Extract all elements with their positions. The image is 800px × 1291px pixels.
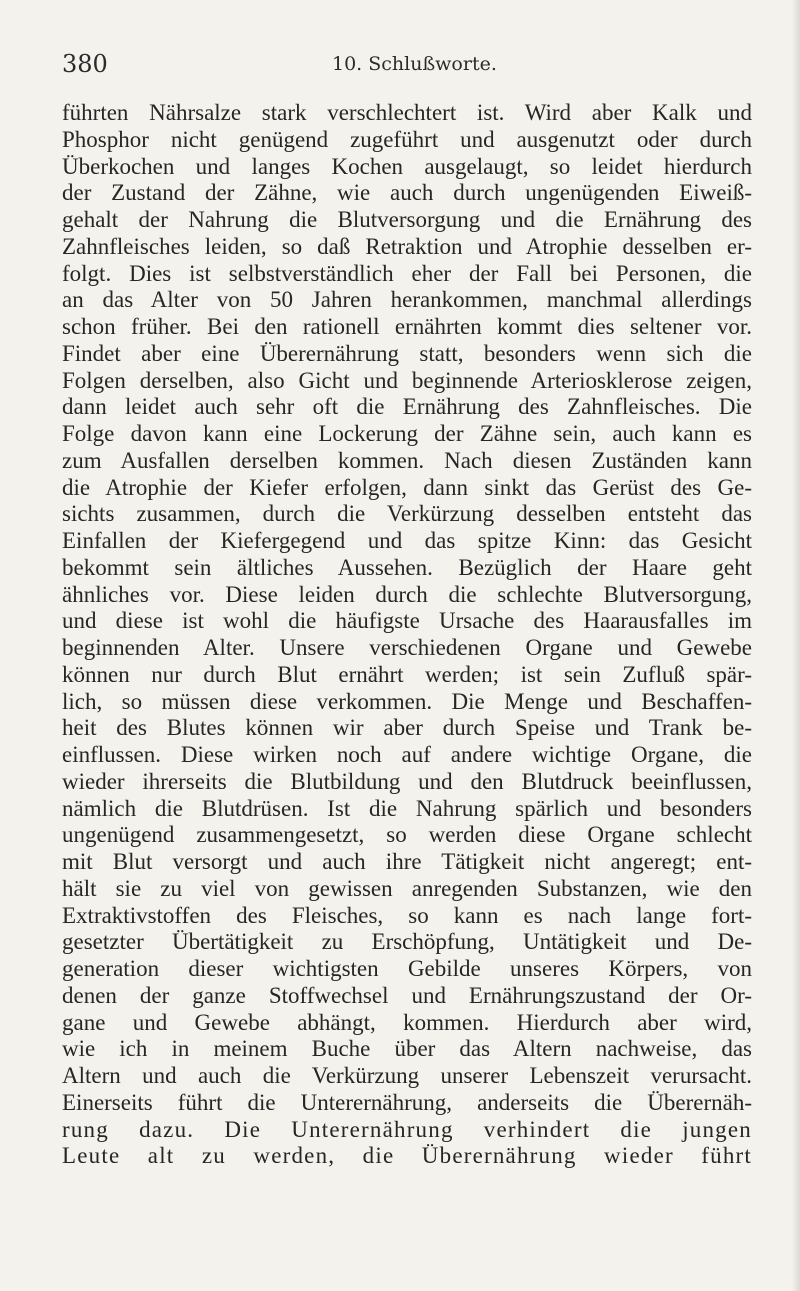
text-line: sichts zusammen, durch die Verkürzung desselben entsteht das [62,501,752,527]
text-line: an das Alter von 50 Jahren herankommen, manchmal allerdings [62,287,752,313]
text-line: ungenügend zusammengesetzt, so werden diese Organe schlecht [62,822,752,848]
page-edge-shadow [792,0,800,1291]
text-line: lich, so müssen diese verkommen. Die Menge und Beschaffen- [62,688,752,714]
text-line: Leute alt zu werden, die Überernährung wieder führt [62,1143,752,1169]
text-line: der Zustand der Zähne, wie auch durch ungenügenden Eiweiß- [62,180,752,206]
text-line: schon früher. Bei den rationell ernährten kommt dies seltener vor. [62,314,752,339]
running-head: 10. Schlußworte. [332,53,497,75]
text-line: ähnliches vor. Diese leiden durch die schlechte Blutversorgung, [62,581,752,607]
text-line: heit des Blutes können wir aber durch Speise und Trank be- [62,715,752,741]
page-header [62,50,752,82]
text-line: gane und Gewebe abhängt, kommen. Hierdurch aber wird, [62,1009,752,1035]
text-line: können nur durch Blut ernährt werden; ist sein Zufluß spär- [62,661,752,687]
text-line: zum Ausfallen derselben kommen. Nach diesen Zuständen kann [62,447,752,473]
text-line: dann leidet auch sehr oft die Ernährung des Zahnfleisches. Die [62,394,752,420]
text-line: Überkochen und langes Kochen ausgelaugt, so leidet hierdurch [62,153,752,179]
text-line: bekommt sein ältliches Aussehen. Bezüglich der Haare geht [62,554,752,580]
text-line: wie ich in meinem Buche über das Altern nachweise, das [62,1036,752,1062]
text-line: gesetzter Übertätigkeit zu Erschöpfung, Untätigkeit und De- [62,929,752,955]
text-line: generation dieser wichtigsten Gebilde unseres Körpers, von [62,956,752,981]
text-line: führten Nährsalze stark verschlechtert ist. Wird aber Kalk und [62,100,752,125]
text-line: Einfallen der Kiefergegend und das spitze Kinn: das Gesicht [62,528,752,553]
text-line: gehalt der Nahrung die Blutversorgung und die Ernährung des [62,207,752,232]
text-line: Phosphor nicht genügend zugeführt und ausgenutzt oder durch [62,126,752,152]
text-line: Folge davon kann eine Lockerung der Zähne sein, auch kann es [62,421,752,446]
text-line: hält sie zu viel von gewissen anregenden Substanzen, wie den [62,875,752,901]
text-line: mit Blut versorgt und auch ihre Tätigkeit nicht angeregt; ent- [62,849,752,874]
text-line: die Atrophie der Kiefer erfolgen, dann sinkt das Gerüst des Ge- [62,474,752,500]
text-line: denen der ganze Stoffwechsel und Ernährungszustand der Or- [62,982,752,1008]
text-line: beginnenden Alter. Unsere verschiedenen Organe und Gewebe [62,635,752,660]
text-line: wieder ihrerseits die Blutbildung und den Blutdruck beeinflussen, [62,768,752,794]
body-text [62,100,752,1170]
text-line: Extraktivstoffen des Fleisches, so kann es nach lange fort- [62,902,752,928]
page-number: 380 [62,50,108,78]
text-line: Einerseits führt die Unterernährung, anderseits die Überernäh- [62,1089,752,1115]
text-line: Folgen derselben, also Gicht und beginnende Arteriosklerose zeigen, [62,367,752,393]
text-line: rung dazu. Die Unterernährung verhindert die jungen [62,1116,752,1142]
text-line: Zahnfleisches leiden, so daß Retraktion und Atrophie desselben er- [62,233,752,259]
text-line: folgt. Dies ist selbstverständlich eher der Fall bei Personen, die [62,260,752,286]
text-line: Findet aber eine Überernährung statt, besonders wenn sich die [62,340,752,366]
text-line: und diese ist wohl die häufigste Ursache des Haarausfalles im [62,608,752,634]
text-line: Altern und auch die Verkürzung unserer Lebenszeit verursacht. [62,1063,752,1088]
text-line: nämlich die Blutdrüsen. Ist die Nahrung spärlich und besonders [62,795,752,821]
text-line: einflussen. Diese wirken noch auf andere wichtige Organe, die [62,742,752,767]
